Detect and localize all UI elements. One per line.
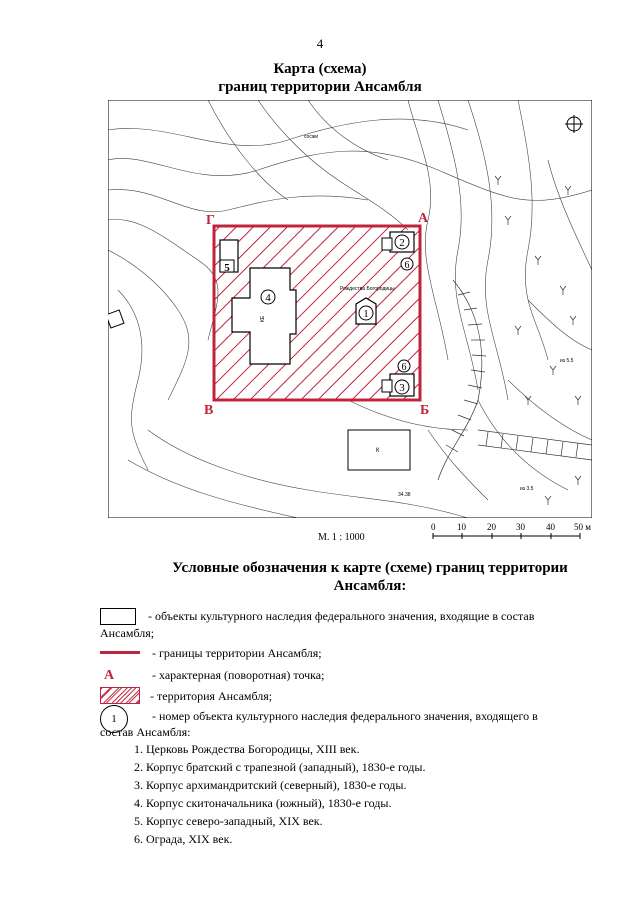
- legend-title-line-1: Условные обозначения к карте (схеме) границ территории: [172, 560, 568, 576]
- building-1-number: 1: [363, 308, 369, 320]
- title-line-1: Карта (схема): [273, 61, 367, 77]
- list-item: 1. Церковь Рождества Богородицы, XIII век.: [134, 742, 360, 756]
- legend-territory-text: - территория Ансамбля;: [150, 689, 273, 703]
- legend-object-swatch: [100, 608, 136, 625]
- legend-number-text-b: состав Ансамбля:: [100, 725, 191, 739]
- building-3-number: 3: [399, 382, 405, 394]
- legend-number-swatch: 1: [100, 705, 128, 733]
- legend-boundary-swatch: [100, 651, 140, 654]
- list-item: 5. Корпус северо-западный, XIX век.: [134, 814, 323, 828]
- top-label: сосжи: [304, 134, 319, 140]
- list-item: 3. Корпус архимандритский (северный), 1830-е годы.: [134, 778, 407, 792]
- list-item: 2. Корпус братский с трапезной (западный), 1830-е годы.: [134, 760, 426, 774]
- scale-tick-40: 40: [546, 522, 555, 532]
- legend-point-text: - характерная (поворотная) точка;: [152, 668, 325, 682]
- corner-B: Б: [420, 403, 430, 418]
- scale-tick-30: 30: [516, 522, 525, 532]
- legend-title-line-2: Ансамбля:: [333, 578, 407, 594]
- fence-6-south-number: 6: [401, 362, 407, 373]
- building-4-label: КЕ: [260, 315, 266, 322]
- corner-G: Г: [206, 213, 215, 228]
- legend-boundary-text: - границы территории Ансамбля;: [152, 646, 322, 660]
- contour-label-3: 34.38: [398, 492, 411, 498]
- contour-label-2: из 3.5: [520, 486, 534, 492]
- scale-tick-50: 50 м: [574, 522, 591, 532]
- contour-label-1: из 5.5: [560, 358, 574, 364]
- legend-objects-text-b: Ансамбля;: [100, 626, 155, 640]
- legend-title: [160, 559, 580, 595]
- church-label: Рождества Богородицы: [340, 286, 395, 292]
- title-line-2: границ территории Ансамбля: [218, 79, 422, 95]
- scale-tick-0: 0: [431, 522, 436, 532]
- page-number: 4: [316, 36, 324, 51]
- objects-list: [134, 740, 425, 848]
- garage-label: К: [376, 448, 380, 454]
- building-4-number: 4: [265, 292, 271, 304]
- building-2-number: 2: [399, 237, 405, 249]
- legend-number-text-a: - номер объекта культурного наследия федерального значения, входящего в: [152, 709, 538, 723]
- legend-objects-text-a: - объекты культурного наследия федерального значения, входящие в состав: [148, 609, 535, 623]
- scale-tick-10: 10: [457, 522, 466, 532]
- territory-map: [108, 100, 592, 518]
- fence-6-north-number: 6: [404, 260, 410, 271]
- corner-V: В: [204, 403, 214, 418]
- building-5-number: 5: [224, 262, 230, 274]
- scale-label: М. 1 : 1000: [318, 532, 365, 543]
- list-item: 6. Ограда, XIX век.: [134, 832, 233, 846]
- page-title: [0, 60, 640, 96]
- legend-point-swatch: А: [104, 668, 115, 683]
- corner-A: А: [418, 211, 429, 226]
- list-item: 4. Корпус скитоначальника (южный), 1830-е годы.: [134, 796, 392, 810]
- legend-territory-swatch: [100, 687, 140, 704]
- scale-tick-20: 20: [487, 522, 496, 532]
